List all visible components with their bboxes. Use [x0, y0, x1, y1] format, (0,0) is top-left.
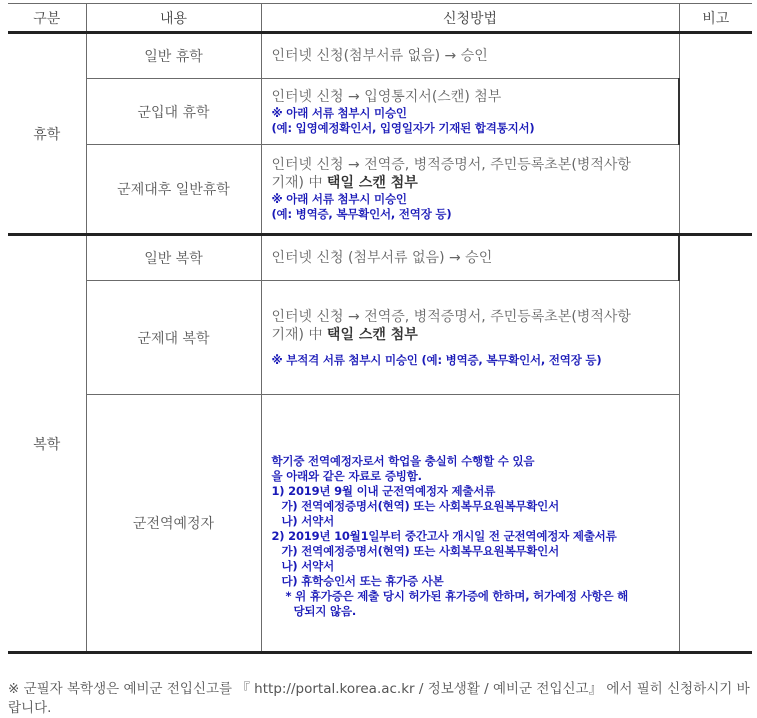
procedure-table	[8, 3, 752, 654]
method-text: 인터넷 신청(첨부서류 없음) → 승인	[271, 48, 488, 64]
blue-line: * 위 휴가증은 제출 당시 허가된 휴가증에 한하며, 허가예정 사항은 해	[285, 588, 629, 603]
method-emphasis: 택일 스캔 첨부	[326, 175, 418, 191]
blue-line: 을 아래와 같은 자료로 증빙함.	[271, 468, 422, 483]
blue-line: 나) 서약서	[281, 513, 334, 528]
header-method: 신청방법	[261, 4, 679, 33]
return-category: 복학	[8, 235, 86, 653]
return-content-expected-discharge: 군전역예정자	[86, 395, 261, 653]
header-remarks: 비고	[679, 4, 752, 33]
return-method-discharged	[261, 281, 679, 395]
warning-text: ※ 부적격 서류 첨부시 미승인 (예: 병역증, 복무확인서, 전역장 등)	[271, 352, 602, 367]
method-text-2	[272, 326, 669, 344]
method-text-2a: 기재) 中	[271, 326, 327, 343]
leave-method-military	[261, 79, 679, 145]
leave-method-after-discharge	[261, 145, 679, 235]
leave-row-military	[8, 79, 752, 145]
blue-line: 당되지 않음.	[293, 603, 357, 618]
blue-line: 다) 휴학승인서 또는 휴가증 사본	[281, 573, 444, 588]
blue-line: 2) 2019년 10월1일부터 중간고사 개시일 전 군전역예정자 제출서류	[271, 528, 617, 543]
return-remarks	[679, 235, 752, 653]
header-category: 구분	[8, 4, 86, 33]
method-text: 인터넷 신청 (첨부서류 없음) → 승인	[271, 250, 493, 266]
leave-method-general	[261, 33, 679, 79]
method-text: 인터넷 신청 → 전역증, 병적증명서, 주민등록초본(병적사항	[271, 308, 631, 325]
method-text: 인터넷 신청 → 입영통지서(스캔) 첨부	[271, 88, 502, 105]
return-method-general	[261, 235, 679, 281]
leave-content-general: 일반 휴학	[86, 33, 261, 79]
blue-line: 나) 서약서	[281, 558, 334, 573]
method-emphasis: 택일 스캔 첨부	[326, 326, 418, 343]
header-content: 내용	[86, 4, 261, 33]
leave-category: 휴학	[8, 33, 86, 235]
leave-content-military: 군입대 휴학	[86, 79, 261, 145]
leave-content-after-discharge: 군제대후 일반휴학	[86, 145, 261, 235]
blue-line: 1) 2019년 9월 이내 군전역예정자 제출서류	[271, 483, 496, 498]
leave-row-after-discharge	[8, 145, 752, 235]
warning-text: ※ 아래 서류 첨부시 미승인	[271, 105, 407, 120]
warning-text: ※ 아래 서류 첨부시 미승인	[271, 192, 407, 206]
return-method-expected-discharge	[261, 395, 679, 653]
return-row-general	[8, 235, 752, 281]
blue-line: 가) 전역예정증명서(현역) 또는 사회복무요원복무확인서	[281, 543, 559, 558]
method-text-2a: 기재) 中	[271, 175, 327, 191]
blue-line: 가) 전역예정증명서(현역) 또는 사회복무요원복무확인서	[281, 498, 559, 513]
return-content-discharged: 군제대 복학	[86, 281, 261, 395]
header-row	[8, 4, 752, 33]
leave-row-general	[8, 33, 752, 79]
blue-line: 학기중 전역예정자로서 학업을 충실히 수행할 수 있음	[271, 453, 535, 468]
warning-example: (예: 입영예정확인서, 입영일자가 기재된 합격통지서)	[271, 120, 535, 135]
return-content-general: 일반 복학	[86, 235, 261, 281]
warning-example: (예: 병역증, 복무확인서, 전역장 등)	[271, 207, 452, 221]
method-text-2	[272, 174, 669, 192]
leave-remarks	[679, 33, 752, 235]
return-row-discharged	[8, 281, 752, 395]
footnote: ※ 군필자 복학생은 예비군 전입신고를 『 http://portal.korea.ac.kr / 정보생활 / 예비군 전입신고』 에서 필히 신청하시기 바랍니다.	[8, 681, 750, 716]
return-row-expected-discharge	[8, 395, 752, 653]
method-text: 인터넷 신청 → 전역증, 병적증명서, 주민등록초본(병적사항	[271, 157, 631, 173]
